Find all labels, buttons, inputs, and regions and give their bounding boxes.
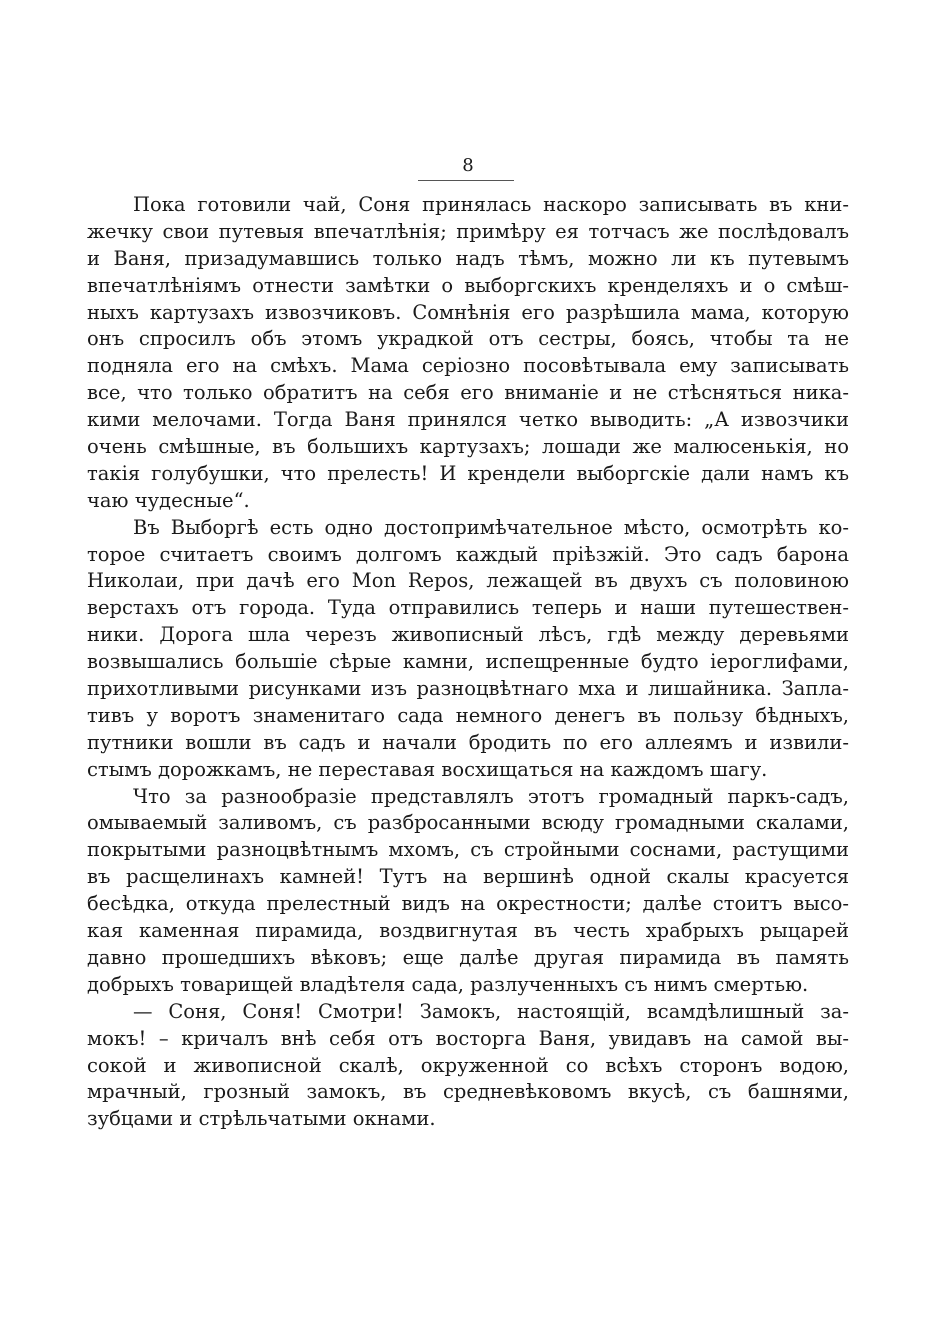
text-line: — Соня, Соня! Смотри! Замокъ, настоящій, всамдѣлишный за- xyxy=(133,999,849,1023)
text-line: жечку свои путевыя впечатлѣнія; примѣру ея тотчасъ же послѣдовалъ xyxy=(87,219,849,243)
text-line: омываемый заливомъ, съ разбросанными всюду громадными скалами, xyxy=(87,811,849,835)
text-line: покрытыми разноцвѣтнымъ мхомъ, съ стройными соснами, растущими xyxy=(87,838,849,862)
text-line: возвышались большіе сѣрые камни, испещренные будто іероглифами, xyxy=(87,650,849,674)
text-line: Пока готовили чай, Соня принялась наскоро записывать въ кни- xyxy=(133,193,849,216)
text-line: очень смѣшные, въ большихъ картузахъ; лошади же малюсенькія, но xyxy=(87,435,849,459)
text-line: онъ спросилъ объ этомъ украдкой отъ сестры, боясь, чтобы та не xyxy=(87,327,849,351)
text-line: Въ Выборгѣ есть одно достопримѣчательное мѣсто, осмотрѣть ко- xyxy=(133,515,849,539)
text-line: кими мелочами. Тогда Ваня принялся четко выводить: „А извозчики xyxy=(87,408,849,432)
page-number: 8 xyxy=(462,155,474,176)
text-line: добрыхъ товарищей владѣтеля сада, разлученныхъ съ нимъ смертью. xyxy=(87,972,809,996)
text-line: прихотливыми рисунками изъ разноцвѣтнаго мха и лишайника. Запла- xyxy=(87,677,849,701)
text-line: давно прошедшихъ вѣковъ; еще далѣе другая пирамида въ память xyxy=(87,945,849,969)
body-text xyxy=(87,192,849,1133)
text-line: подняла его на смѣхъ. Мама серіозно посовѣтывала ему записывать xyxy=(87,354,849,378)
text-line: стымъ дорожкамъ, не переставая восхищаться на каждомъ шагу. xyxy=(87,757,768,781)
text-line: бесѣдка, откуда прелестный видъ на окрестности; далѣе стоитъ высо- xyxy=(87,892,849,916)
text-line: такія голубушки, что прелесть! И крендели выборгскіе дали намъ къ xyxy=(87,461,849,485)
text-line: въ расщелинахъ камней! Тутъ на вершинѣ одной скалы красуется xyxy=(87,865,849,889)
text-line: все, что только обратитъ на себя его вниманіе и не стѣсняться ника- xyxy=(87,381,849,405)
text-line: верстахъ отъ города. Туда отправились теперь и наши путешествен- xyxy=(87,596,849,620)
text-line: мрачный, грозный замокъ, въ средневѣковомъ вкусѣ, съ башнями, xyxy=(87,1080,849,1104)
header-rule xyxy=(418,180,514,181)
text-line: Николаи, при дачѣ его Mon Repos, лежащей въ двухъ съ половиною xyxy=(87,569,849,593)
text-line: путники вошли въ садъ и начали бродить по его аллеямъ и извили- xyxy=(87,730,849,754)
text-line: ныхъ картузахъ извозчиковъ. Сомнѣнія его разрѣшила мама, которую xyxy=(87,300,849,324)
text-line: ники. Дорога шла черезъ живописный лѣсъ, гдѣ между деревьями xyxy=(87,623,849,647)
text-line: зубцами и стрѣльчатыми окнами. xyxy=(87,1107,436,1131)
text-line: тивъ у воротъ знаменитаго сада немного денегъ въ пользу бѣдныхъ, xyxy=(87,703,849,727)
text-line: торое считаетъ своимъ долгомъ каждый пріѣзжій. Это садъ барона xyxy=(87,542,849,566)
text-line: сокой и живописной скалѣ, окруженной со всѣхъ сторонъ водою, xyxy=(87,1053,849,1077)
text-line: мокъ! – кричалъ внѣ себя отъ восторга Ваня, увидавъ на самой вы- xyxy=(87,1026,849,1050)
text-line: кая каменная пирамида, воздвигнутая въ честь храбрыхъ рыцарей xyxy=(87,919,849,943)
text-line: чаю чудесные“. xyxy=(87,488,250,512)
text-line: впечатлѣніямъ отнести замѣтки о выборгскихъ кренделяхъ и о смѣш- xyxy=(87,273,849,297)
text-line: и Ваня, призадумавшись только надъ тѣмъ, можно ли къ путевымъ xyxy=(87,246,849,270)
text-line: Что за разнообразіе представлялъ этотъ громадный паркъ-садъ, xyxy=(133,784,849,808)
